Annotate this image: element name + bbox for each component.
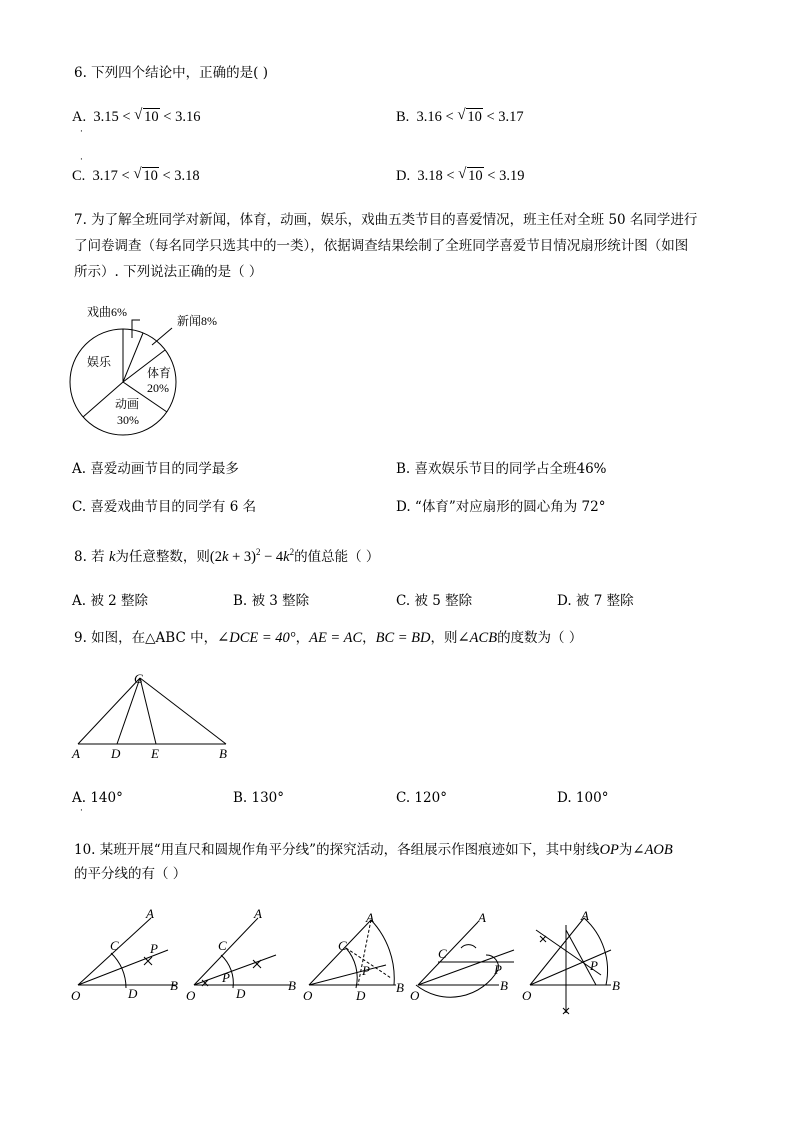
q6-stem: 6. 下列四个结论中，正确的是( ) xyxy=(74,65,268,81)
q7-option-c: C. 喜爱戏曲节目的同学有 6 名 xyxy=(72,499,257,515)
svg-text:O: O xyxy=(71,988,81,1003)
svg-text:D: D xyxy=(128,986,138,1001)
q8-option-c: C. 被 5 整除 xyxy=(396,593,473,609)
svg-text:A: A xyxy=(146,906,154,921)
q8-stem: 8. 若 k为任意整数，则$(2k + 3)^2 - 4k^2$的值总能（ ） xyxy=(74,547,380,565)
svg-text:B: B xyxy=(396,980,404,995)
q10-stem-line2: 的平分线的有（ ） xyxy=(74,866,187,882)
q8-option-d: D. 被 7 整除 xyxy=(557,593,634,609)
leader-news xyxy=(152,328,172,345)
svg-text:C: C xyxy=(338,938,347,953)
q6-option-a-dot: · xyxy=(80,127,83,137)
q7-option-a: A. 喜爱动画节目的同学最多 xyxy=(72,461,239,477)
svg-text:A: A xyxy=(366,910,374,925)
q9-condition: ∠DCE = 40° xyxy=(217,630,296,646)
leader-opera xyxy=(132,320,140,338)
svg-text:B: B xyxy=(500,978,508,993)
segment-cd xyxy=(117,678,140,744)
q7-stem-line1: 7. 为了解全班同学对新闻，体育，动画，娱乐，戏曲五类节目的喜爱情况，班主任对全班 50 名同学进行 xyxy=(74,212,698,228)
q8-option-b: B. 被 3 整除 xyxy=(233,593,310,609)
q6-option-a: A. 3.15 < √ 10 < 3.16 xyxy=(72,107,201,125)
svg-text:O: O xyxy=(410,988,420,1003)
q9-option-a: A. 140° xyxy=(72,790,123,806)
svg-text:C: C xyxy=(438,946,447,961)
slice-label-entertainment: 娱乐 xyxy=(87,355,112,369)
q10-figure-1 xyxy=(71,906,178,1003)
q6-option-c-dot: · xyxy=(80,155,83,165)
q7-stem-line3: 所示）. 下列说法正确的是（ ） xyxy=(74,264,263,280)
q10-figure-4 xyxy=(410,910,514,1003)
svg-text:A: A xyxy=(254,906,262,921)
label-b: B xyxy=(219,746,227,761)
label-e: E xyxy=(151,746,159,761)
q8-option-a: A. 被 2 整除 xyxy=(72,593,149,609)
q10-figure-3 xyxy=(303,910,404,1003)
q7-option-d: D. “体育”对应扇形的圆心角为 72° xyxy=(396,499,606,515)
q6-option-d: D. 3.18 < √ 10 < 3.19 xyxy=(396,166,525,184)
svg-text:D: D xyxy=(236,986,246,1001)
svg-text:B: B xyxy=(612,978,620,993)
svg-text:B: B xyxy=(170,978,178,993)
slice-pct-sports: 20% xyxy=(147,381,169,395)
svg-text:C: C xyxy=(110,938,119,953)
q9-option-d: D. 100° xyxy=(557,790,609,806)
svg-text:P: P xyxy=(362,963,370,978)
svg-text:C: C xyxy=(218,938,227,953)
svg-text:P: P xyxy=(222,970,230,985)
side-cb xyxy=(140,678,226,744)
svg-text:O: O xyxy=(522,988,532,1003)
q6-option-b: B. 3.16 < √ 10 < 3.17 xyxy=(396,107,524,125)
q6-option-c: C. 3.17 < √ 10 < 3.18 xyxy=(72,166,200,184)
side-ca xyxy=(78,678,140,744)
svg-text:D: D xyxy=(356,988,366,1003)
slice-label-sports: 体育 xyxy=(147,366,172,380)
q7-pie-chart xyxy=(60,300,260,440)
slice-pct-animation: 30% xyxy=(117,413,139,427)
q7-stem-line2: 了问卷调查（每名同学只选其中的一类），依据调查结果绘制了全班同学喜爱节目情况扇形统计图（如图 xyxy=(74,238,689,254)
svg-text:A: A xyxy=(581,908,589,923)
svg-text:O: O xyxy=(303,988,313,1003)
slice-label-news: 新闻8% xyxy=(177,314,217,328)
svg-text:B: B xyxy=(288,978,296,993)
label-c: C xyxy=(134,671,143,686)
svg-text:A: A xyxy=(478,910,486,925)
svg-text:P: P xyxy=(150,941,158,956)
q8-expression: $(2k + 3)^2 - 4k^2$ xyxy=(209,547,295,565)
label-d: D xyxy=(111,746,121,761)
svg-text:O: O xyxy=(186,988,196,1003)
q10-stem-line1: 10. 某班开展“用直尺和圆规作角平分线”的探究活动，各组展示作图痕迹如下，其中射线OP为∠AOB xyxy=(74,842,673,858)
slice-label-animation: 动画 xyxy=(115,397,140,411)
q10-construction-figures xyxy=(66,900,706,1025)
q9-option-b: B. 130° xyxy=(233,790,285,806)
q9-triangle-figure xyxy=(68,668,248,768)
svg-text:P: P xyxy=(590,958,598,973)
slice-label-opera: 戏曲6% xyxy=(87,305,127,319)
svg-text:P: P xyxy=(494,962,502,977)
q9-option-a-dot: · xyxy=(80,806,83,816)
q10-figure-2 xyxy=(186,906,296,1003)
q9-option-c: C. 120° xyxy=(396,790,447,806)
q10-figure-5 xyxy=(522,908,620,1014)
q9-stem: 9. 如图，在△ABC 中，∠DCE = 40°，AE = AC，BC = BD，则∠ACB的度数为（ ） xyxy=(74,630,583,646)
label-a: A xyxy=(72,746,80,761)
q7-option-b: B. 喜欢娱乐节目的同学占全班46% xyxy=(396,461,607,477)
